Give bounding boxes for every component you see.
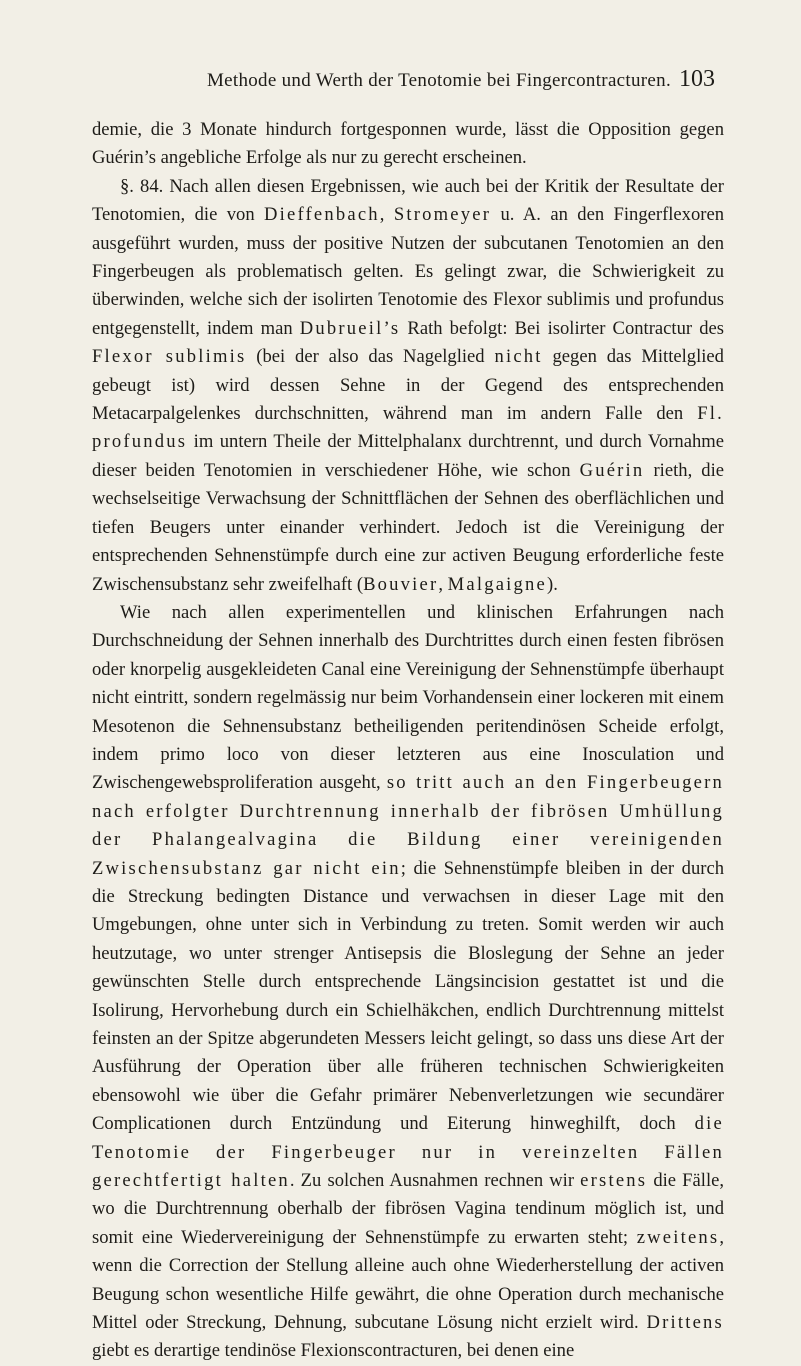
text-run: Wie nach allen experimentellen und klinischen Erfahrungen nach Durchschneidung der Sehnen innerhalb des Durchtrittes durch einen festen fibrösen oder knorpelig ausgekleideten Canal eine Vereinigung der Sehnenstümpfe überhaupt nicht eintritt, sondern regelmässig nur beim Vorhandensein einer lockeren mit einem Mesotenon die Sehnensubstanz betheiligenden peritendinösen Scheide erfolgt, indem primo loco von dieser letzteren aus eine Inosculation und Zwischengewebsproliferation ausgeht,	[92, 601, 724, 794]
emphasis-spaced: Flexor sublimis	[92, 346, 247, 368]
text-run: rieth, die wechselseitige Verwachsung der Schnittflächen der Sehnen des oberflächlichen und tiefen Beugers unter einander verhindert. Jedoch ist die Vereinigung der entsprechenden Sehnenstümpfe durch eine zur activen Beugung erforderliche feste Zwischensubstanz sehr zweifelhaft (	[92, 459, 724, 595]
emphasis-spaced: Dubrueil’s	[299, 317, 401, 339]
text-run: Rath befolgt: Bei isolirter Contractur des	[400, 317, 724, 339]
text-run: demie, die 3 Monate hindurch fortgesponnen wurde, lässt die Opposition gegen Guérin’s angebliche Erfolge als nur zu gerecht erscheinen.	[92, 119, 724, 169]
running-title: Methode und Werth der Tenotomie bei Fingercontracturen.	[206, 70, 671, 91]
emphasis-spaced: so tritt auch an den Fingerbeugern nach erfolgter Durchtrennung innerhalb der fibrösen Umhüllung der Phalangealvagina die Bildung einer vereinigenden Zwischensubstanz gar nicht ein	[92, 772, 724, 879]
text-run: ,	[438, 573, 448, 595]
text-run: gegen das Mittelglied gebeugt ist) wird dessen Sehne in der Gegend des entsprechenden Metacarpalgelenkes durchschnitten, während man im andern Falle den	[92, 346, 724, 425]
text-run: ; die Sehnenstümpfe bleiben in der durch die Streckung bedingten Distance und verwachsen in dieser Lage mit den Umgebungen, ohne unter sich in Verbindung zu treten. Somit werden wir auch heutzutage, wo unter strenger Antisepsis die Bloslegung der Sehne an jeder gewünschten Stelle durch entsprechende Längsincision gestattet ist und die Isolirung, Hervorhebung durch ein Schielhäkchen, endlich Durchtrennung mittelst feinsten an der Spitze abgerundeten Messers leicht gelingt, so dass uns diese Art der Ausführung der Operation über alle früheren technischen Schwierigkeiten ebensowohl wie über die Gefahr primärer Nebenverletzungen wie secundärer Complicationen durch Entzündung und Eiterung hinweghilft, doch	[92, 857, 725, 1135]
text-run: die Fälle, wo die Durchtrennung oberhalb der fibrösen Vagina tendinum möglich ist, und somit eine Wiedervereinigung der Sehnenstümpfe zu erwarten steht;	[92, 1170, 725, 1248]
emphasis-spaced: Malgaigne	[447, 573, 547, 595]
emphasis-spaced: Dieffenbach	[264, 204, 380, 226]
emphasis-spaced: zweitens	[636, 1226, 720, 1248]
text-run: . Zu solchen Ausnahmen rechnen wir	[289, 1170, 581, 1192]
page-number: 103	[679, 66, 715, 92]
emphasis-spaced: Fl. profundus	[92, 403, 724, 453]
emphasis-spaced: Guérin	[579, 459, 645, 481]
text-run: im untern Theile der Mittelphalanx durchtrennt, und durch Vornahme dieser beiden Tenotomien in verschiedener Höhe, wie schon	[92, 431, 724, 481]
text-run: , wenn die Correction der Stellung alleine auch ohne Wiederherstellung der activen Beugung schon wesentliche Hilfe gewährt, die ohne Operation durch mechanische Mittel oder Streckung, Dehnung, subcutane Lösung nicht erzielt wird.	[92, 1226, 724, 1334]
emphasis-spaced: Bouvier	[363, 573, 439, 595]
text-run: giebt es derartige tendinöse Flexionscontracturen, bei denen eine	[92, 1340, 575, 1362]
text-run: ).	[547, 573, 558, 595]
paragraph	[92, 116, 724, 173]
text-run: ,	[379, 204, 394, 226]
emphasis-spaced: die Tenotomie der Fingerbeuger nur in vereinzelten Fällen gerechtfertigt halten	[92, 1113, 724, 1192]
body-text	[92, 116, 724, 1366]
emphasis-spaced: Stromeyer	[393, 204, 492, 226]
emphasis-spaced: erstens	[580, 1170, 648, 1192]
emphasis-spaced: Drittens	[646, 1312, 724, 1334]
text-run: (bei der also das Nagelglied	[246, 346, 495, 368]
paragraph	[92, 173, 724, 599]
emphasis-spaced: nicht	[494, 346, 543, 368]
paragraph	[92, 599, 724, 1366]
running-head	[120, 66, 715, 102]
text-run: §. 84. Nach allen diesen Ergebnissen, wie auch bei der Kritik der Resultate der Tenotomien, die von	[92, 175, 724, 226]
text-run: u. A. an den Fingerflexoren ausgeführt wurden, muss der positive Nutzen der subcutanen Tenotomien an den Fingerbeugen als problematisch gelten. Es gelingt zwar, die Schwierigkeit zu überwinden, welche sich der isolirten Tenotomie des Flexor sublimis und profundus entgegenstellt, indem man	[92, 204, 725, 339]
